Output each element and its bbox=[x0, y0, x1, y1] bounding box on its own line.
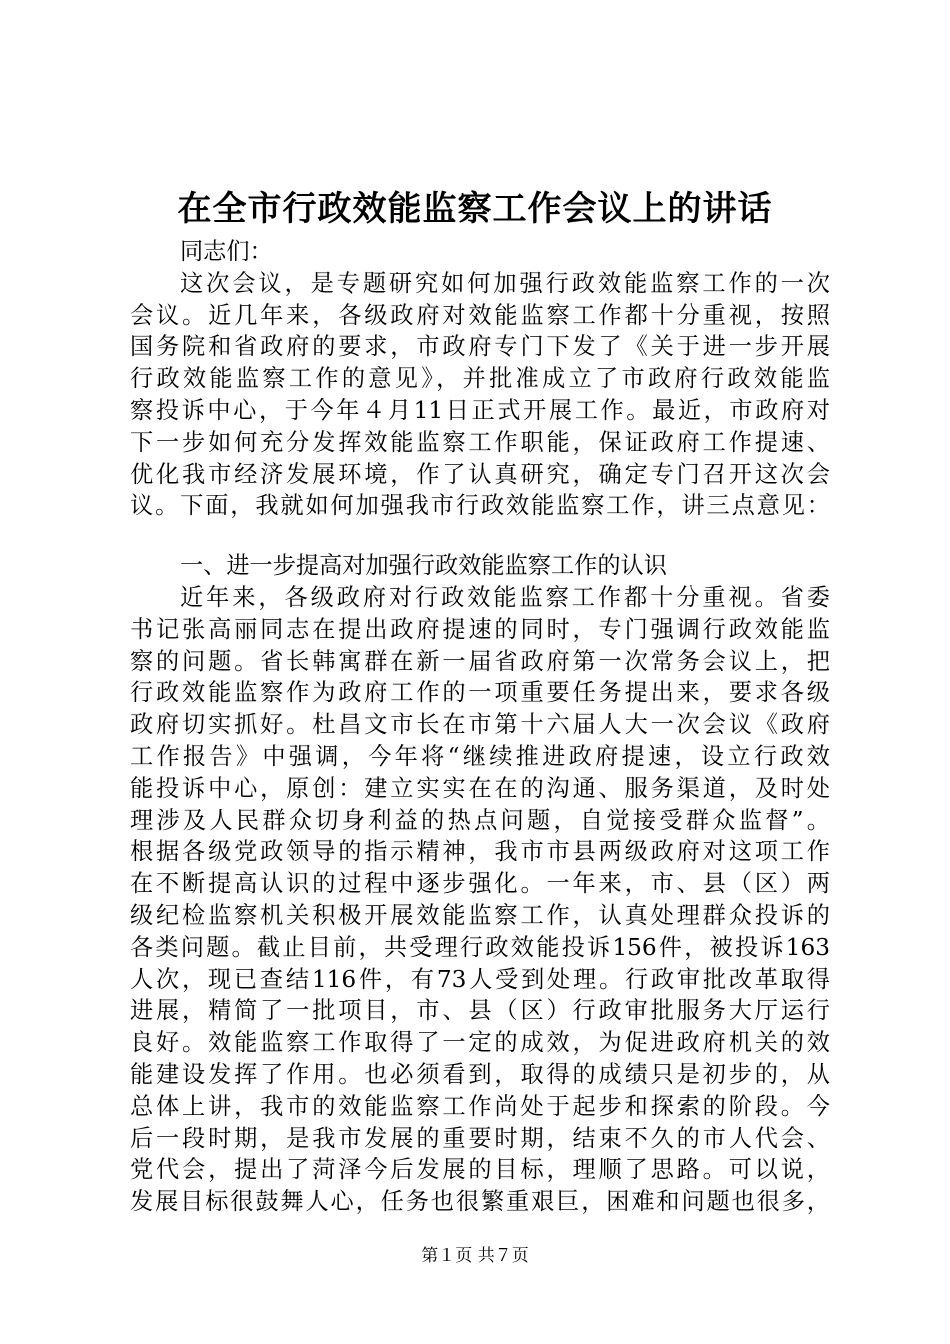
paragraph-line: 国务院和省政府的要求，市政府专门下发了《关于进一步开展 bbox=[130, 333, 830, 361]
paragraph-line: 发展目标很鼓舞人心，任务也很繁重艰巨，困难和问题也很多， bbox=[130, 1188, 830, 1216]
paragraph-line: 政府切实抓好。杜昌文市长在市第十六届人大一次会议《政府 bbox=[130, 711, 830, 739]
paragraph-line: 根据各级党政领导的指示精神，我市市县两级政府对这项工作 bbox=[130, 838, 830, 866]
greeting: 同志们： bbox=[180, 238, 273, 265]
paragraph-line: 各类问题。截止目前，共受理行政效能投诉156件，被投诉163 bbox=[130, 933, 830, 961]
paragraph-line: 理涉及人民群众切身利益的热点问题，自觉接受群众监督”。 bbox=[130, 806, 830, 834]
paragraph-line: 能建设发挥了作用。也必须看到，取得的成绩只是初步的，从 bbox=[130, 1060, 830, 1088]
paragraph-line: 察的问题。省长韩寓群在新一届省政府第一次常务会议上，把 bbox=[130, 647, 830, 675]
paragraph-line: 在不断提高认识的过程中逐步强化。一年来，市、县（区）两 bbox=[130, 870, 830, 898]
paragraph-line: 进展，精简了一批项目，市、县（区）行政审批服务大厅运行 bbox=[130, 997, 830, 1025]
paragraph-line: 书记张高丽同志在提出政府提速的同时，专门强调行政效能监 bbox=[130, 615, 830, 643]
paragraph-line: 下一步如何充分发挥效能监察工作职能，保证政府工作提速、 bbox=[130, 428, 830, 456]
paragraph-2 bbox=[130, 582, 830, 1218]
paragraph-line: 党代会，提出了菏泽今后发展的目标，理顺了思路。可以说， bbox=[130, 1156, 830, 1184]
paragraph-line: 这次会议，是专题研究如何加强行政效能监察工作的一次 bbox=[180, 269, 830, 297]
paragraph-line: 行政效能监察工作的意见》，并批准成立了市政府行政效能监 bbox=[130, 365, 830, 393]
page-footer: 第１页 共７页 bbox=[421, 1246, 529, 1266]
paragraph-line: 优化我市经济发展环境，作了认真研究，确定专门召开这次会 bbox=[130, 460, 830, 488]
paragraph-line: 人次，现已查结116件，有73人受到处理。行政审批改革取得 bbox=[130, 965, 830, 993]
paragraph-line: 总体上讲，我市的效能监察工作尚处于起步和探索的阶段。今 bbox=[130, 1092, 830, 1120]
page-title: 在全市行政效能监察工作会议上的讲话 bbox=[177, 189, 773, 229]
paragraph-line: 察投诉中心，于今年４月11日正式开展工作。最近，市政府对 bbox=[130, 396, 830, 424]
paragraph-line: 行政效能监察作为政府工作的一项重要任务提出来，要求各级 bbox=[130, 679, 830, 707]
paragraph-line: 良好。效能监察工作取得了一定的成效，为促进政府机关的效 bbox=[130, 1029, 830, 1057]
paragraph-spacer bbox=[130, 522, 830, 550]
paragraph-line: 近年来，各级政府对行政效能监察工作都十分重视。省委 bbox=[180, 583, 830, 611]
section-heading: 一、进一步提高对加强行政效能监察工作的认识 bbox=[180, 552, 667, 580]
paragraph-line: 工作报告》中强调，今年将“继续推进政府提速，设立行政效 bbox=[130, 742, 830, 770]
paragraph-1 bbox=[130, 268, 830, 522]
paragraph-line: 议。下面，我就如何加强我市行政效能监察工作，讲三点意见： bbox=[130, 492, 830, 520]
paragraph-line: 能投诉中心，原创：建立实实在在的沟通、服务渠道，及时处 bbox=[130, 774, 830, 802]
paragraph-line: 级纪检监察机关积极开展效能监察工作，认真处理群众投诉的 bbox=[130, 901, 830, 929]
paragraph-line: 会议。近几年来，各级政府对效能监察工作都十分重视，按照 bbox=[130, 301, 830, 329]
paragraph-line: 后一段时期，是我市发展的重要时期，结束不久的市人代会、 bbox=[130, 1124, 830, 1152]
document-body bbox=[130, 236, 830, 1218]
